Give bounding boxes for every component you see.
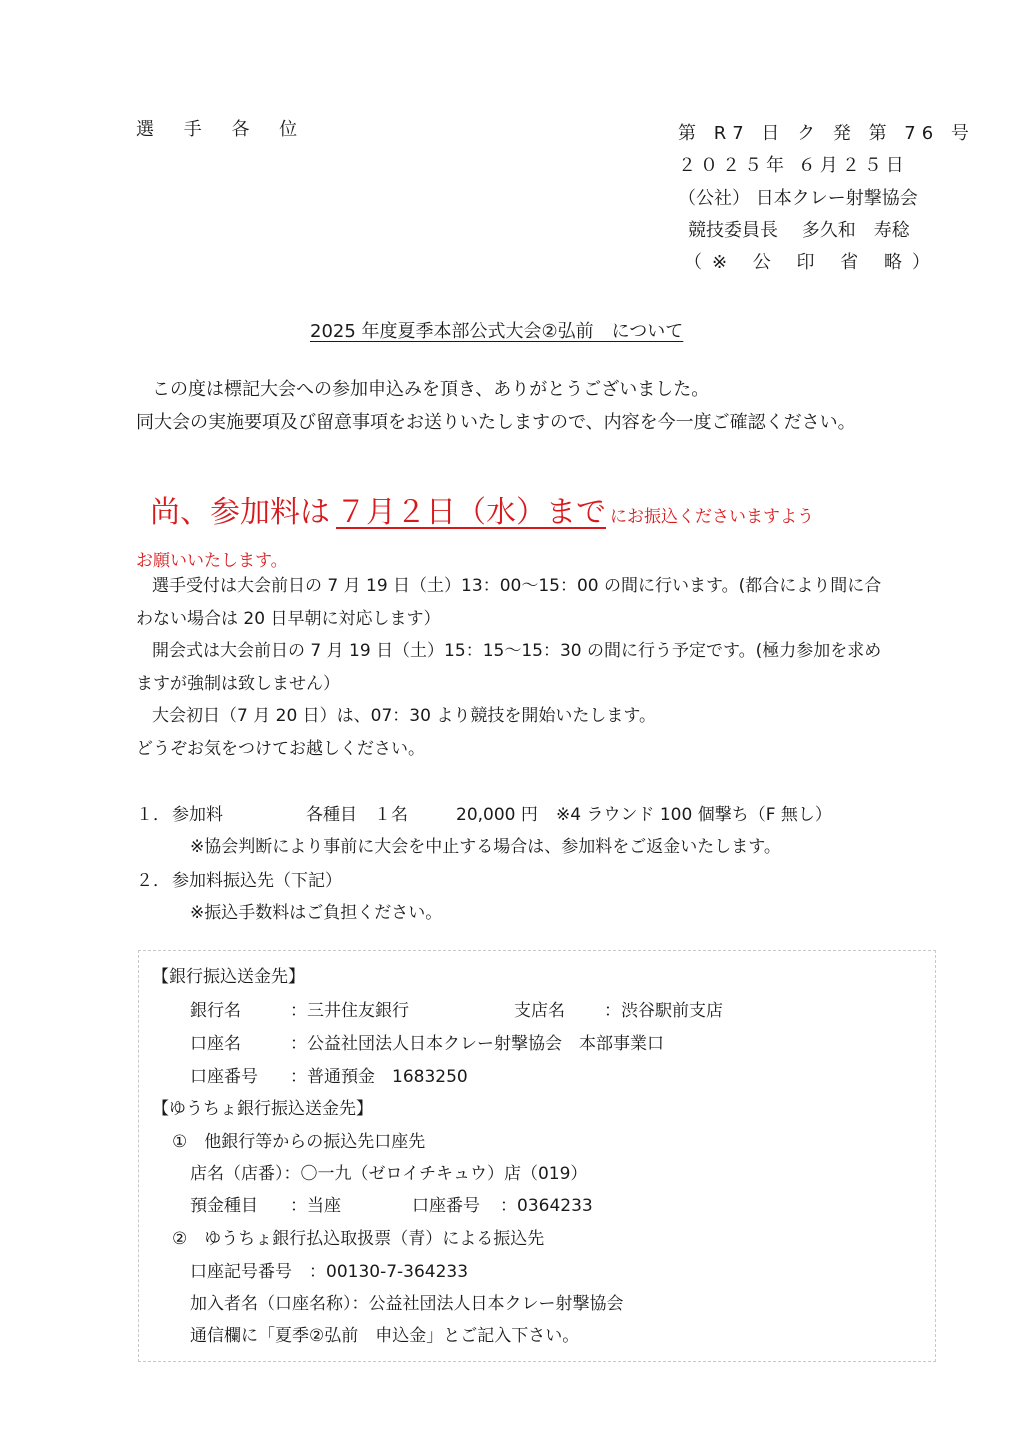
deadline-date: ７月２日（水）まで (336, 495, 606, 530)
deposit-type-value: ：当座 (290, 1196, 341, 1216)
intro-line-1: この度は標記大会への参加申込みを頂き、ありがとうございました。 (152, 379, 710, 400)
transfer-item-number: ２． (136, 871, 170, 891)
deposit-type-label: 預金種目 (190, 1196, 258, 1216)
closing-line: どうぞお気をつけてお越しください。 (136, 739, 425, 759)
transfer-label: 参加料振込先（下記） (172, 871, 342, 891)
document-number: 第 R7 日 ク 発 第 76 号 (678, 123, 975, 144)
yucho-store-name: 店名（店番）：〇一九（ゼロイチキュウ）店（019） (190, 1164, 588, 1184)
memo-instruction: 通信欄に「夏季②弘前 申込金」とご記入下さい。 (190, 1326, 580, 1346)
fee-amount: 20,000 円 (456, 805, 538, 825)
signer-name: 競技委員長 多久和 寿稔 (688, 220, 910, 241)
bank-name-value: ：三井住友銀行 (290, 1001, 409, 1021)
notice-text-part-4: お願いいたします。 (136, 551, 288, 571)
document-date: ２０２５年 ６月２５日 (678, 155, 908, 176)
account-name-value: ：公益社団法人日本クレー射撃協会 本部事業口 (290, 1034, 664, 1054)
yucho-item-1-title: ① 他銀行等からの振込先口座先 (172, 1132, 426, 1152)
fee-item-number: １． (136, 805, 170, 825)
fee-label: 参加料 (172, 805, 223, 825)
bank-name-label: 銀行名 (190, 1001, 241, 1021)
notice-text-part-1: 尚、参加料は (150, 495, 330, 530)
refund-note: ※協会判断により事前に大会を中止する場合は、参加料をご返金いたします。 (190, 837, 781, 857)
account-symbol-number: 口座記号番号 ：00130-7-364233 (190, 1262, 469, 1282)
competition-start-line: 大会初日（7 月 20 日）は、07：30 より競技を開始いたします。 (152, 706, 656, 726)
reception-line-1: 選手受付は大会前日の 7 月 19 日（土）13：00～15：00 の間に行います。(都合により間に合 (152, 576, 882, 596)
yucho-heading: 【ゆうちょ銀行振込送金先】 (152, 1099, 373, 1119)
fee-round-note: ※4 ラウンド 100 個撃ち（F 無し） (556, 805, 832, 825)
branch-label: 支店名 (514, 1001, 565, 1021)
account-number-value: ：普通預金 1683250 (290, 1067, 468, 1087)
account-number-label: 口座番号 (190, 1067, 258, 1087)
seal-omitted-note: （※ 公 印 省 略） (684, 252, 940, 273)
account-name-label: 口座名 (190, 1034, 241, 1054)
branch-value: ：渋谷駅前支店 (604, 1001, 723, 1021)
yucho-item-2-title: ② ゆうちょ銀行払込取扱票（青）による振込先 (172, 1229, 545, 1249)
organization-name: （公社） 日本クレー射撃協会 (678, 188, 918, 209)
addressee: 選 手 各 位 (136, 119, 310, 140)
yucho-account-number-value: ：0364233 (500, 1196, 593, 1216)
payment-deadline-notice (150, 487, 814, 531)
page-title: 2025 年度夏季本部公式大会②弘前 について (310, 321, 684, 342)
account-holder-name: 加入者名（口座名称）：公益社団法人日本クレー射撃協会 (190, 1294, 624, 1314)
yucho-account-number-label: 口座番号 (412, 1196, 480, 1216)
bank-heading: 【銀行振込送金先】 (152, 967, 305, 987)
ceremony-line-1: 開会式は大会前日の 7 月 19 日（土）15：15～15：30 の間に行う予定です。(極力参加を求め (152, 641, 882, 661)
notice-text-part-3: にお振込くださいますよう (610, 507, 814, 527)
ceremony-line-2: ますが強制は致しません） (136, 674, 340, 694)
transfer-fee-note: ※振込手数料はご負担ください。 (190, 903, 443, 923)
intro-line-2: 同大会の実施要項及び留意事項をお送りいたしますので、内容を今一度ご確認ください。 (136, 412, 856, 433)
reception-line-2: わない場合は 20 日早朝に対応します） (136, 609, 441, 629)
fee-category: 各種目 １名 (306, 805, 408, 825)
